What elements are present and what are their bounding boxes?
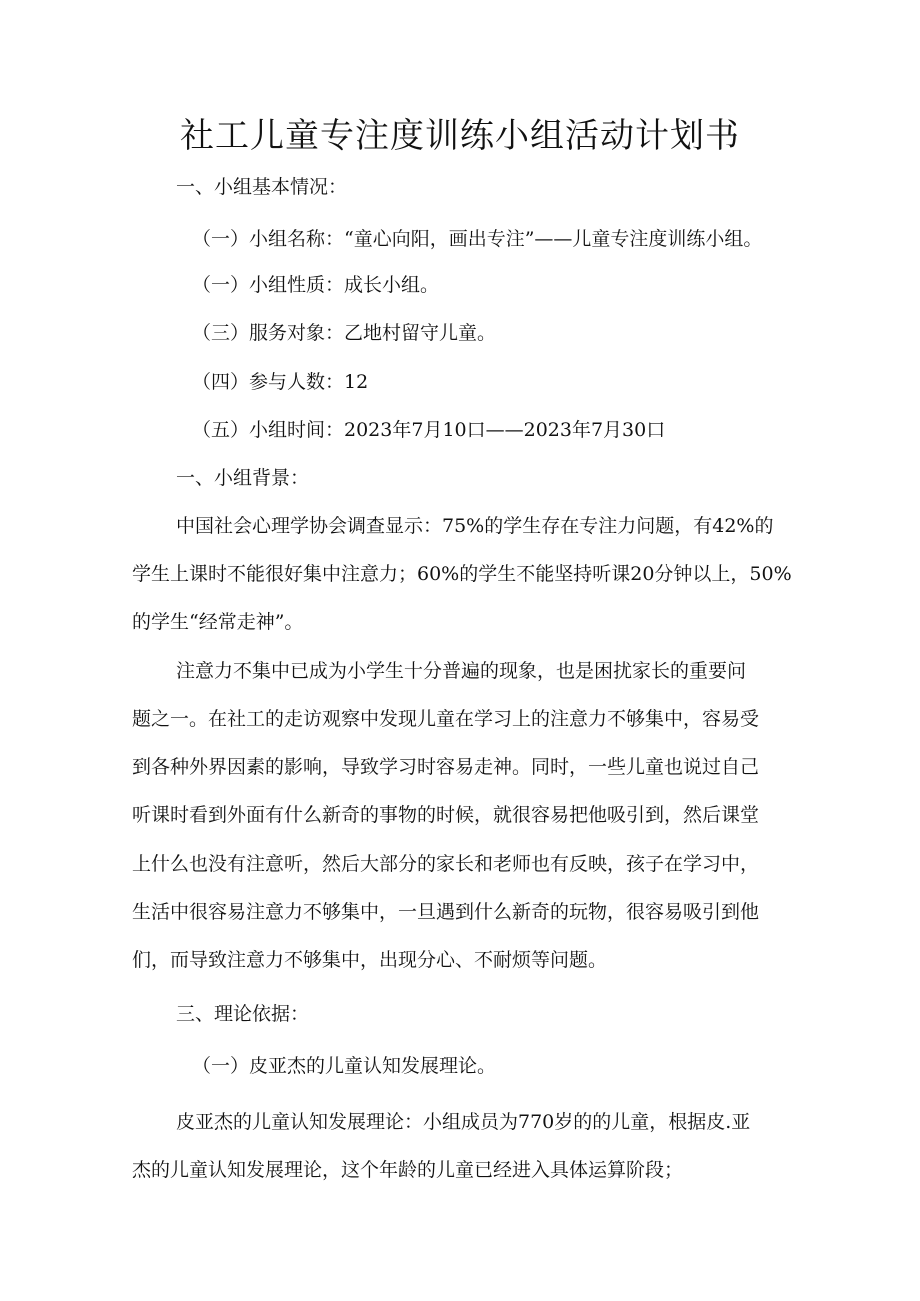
section1-item-nature: （一）小组性质：成长小组。 xyxy=(192,274,440,296)
section1-heading: 一、小组基本情况： xyxy=(176,176,348,198)
section2-heading: 一、小组背景： xyxy=(176,467,310,489)
background-paragraph2-line: 们，而导致注意力不够集中，出现分心、不耐烦等问题。 xyxy=(132,949,608,971)
section1-item-count: （四）参与人数：12 xyxy=(192,371,369,393)
section1-item-target: （三）服务对象：乙地村留守儿童。 xyxy=(192,322,497,344)
background-paragraph1-line: 中国社会心理学协会调查显示：75%的学生存在专注力问题，有42%的 xyxy=(176,515,774,537)
theory-paragraph-line: 杰的儿童认知发展理论，这个年龄的儿童已经进入具体运算阶段； xyxy=(132,1159,684,1181)
section1-item-time: （五）小组时间：2023年7月10口——2023年7月30口 xyxy=(192,419,666,441)
section3-heading: 三、理论依据： xyxy=(176,1003,310,1025)
background-paragraph1-line: 的学生“经常走神”。 xyxy=(132,611,304,633)
background-paragraph2-line: 注意力不集中已成为小学生十分普遍的现象，也是困扰家长的重要问 xyxy=(176,660,747,682)
section3-subheading: （一）皮亚杰的儿童认知发展理论。 xyxy=(192,1055,497,1077)
document-title: 社工儿童专注度训练小组活动计划书 xyxy=(180,116,740,156)
background-paragraph2-line: 题之一。在社工的走访观察中发现儿童在学习上的注意力不够集中，容易受 xyxy=(132,708,760,730)
background-paragraph1-line: 学生上课时不能很好集中注意力；60%的学生不能坚持听课20分钟以上，50% xyxy=(132,563,792,585)
background-paragraph2-line: 生活中很容易注意力不够集中，一旦遇到什么新奇的玩物，很容易吸引到他 xyxy=(132,901,760,923)
section1-item-name: （一）小组名称：“童心向阳，画出专注”——儿童专注度训练小组。 xyxy=(192,228,763,250)
background-paragraph2-line: 听课时看到外面有什么新奇的事物的时候，就很容易把他吸引到，然后课堂 xyxy=(132,804,760,826)
background-paragraph2-line: 上什么也没有注意听，然后大部分的家长和老师也有反映，孩子在学习中， xyxy=(132,853,760,875)
background-paragraph2-line: 到各种外界因素的影响，导致学习时容易走神。同时，一些儿童也说过自己 xyxy=(132,756,760,778)
theory-paragraph-line: 皮亚杰的儿童认知发展理论：小组成员为770岁的的儿童，根据皮.亚 xyxy=(176,1111,751,1133)
